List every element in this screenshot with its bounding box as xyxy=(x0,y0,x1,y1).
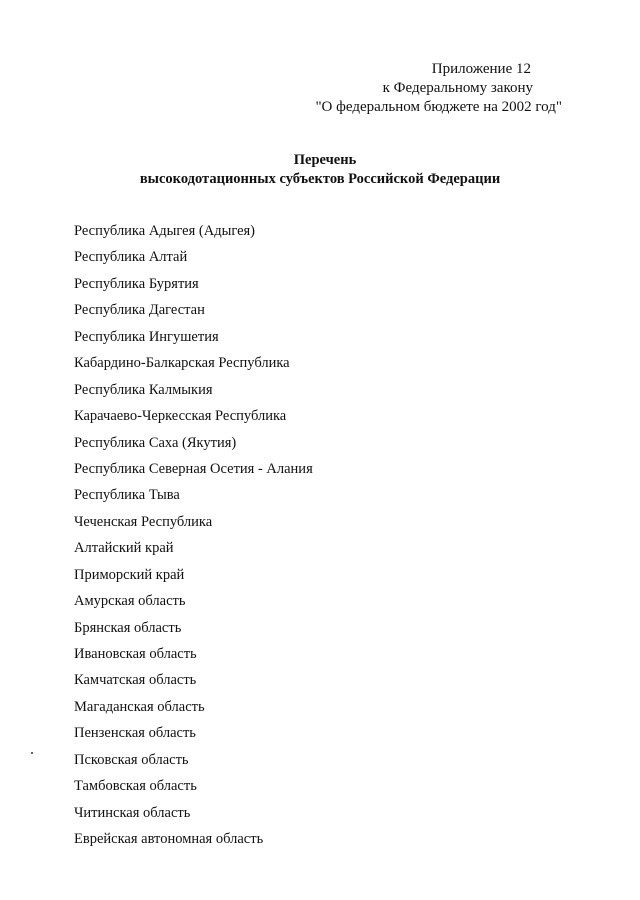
list-item: Республика Бурятия xyxy=(74,275,199,292)
list-item: Чеченская Республика xyxy=(74,513,213,530)
list-item: Республика Тыва xyxy=(74,487,180,504)
list-item: Приморский край xyxy=(74,566,185,583)
list-item: Республика Дагестан xyxy=(74,302,205,319)
list-item: Алтайский край xyxy=(74,540,174,557)
list-item: Республика Алтай xyxy=(74,249,188,266)
appendix-header xyxy=(315,60,562,117)
appendix-law-reference: к Федеральному закону xyxy=(382,80,533,96)
list-item: Амурская область xyxy=(74,593,186,610)
list-item: Еврейская автономная область xyxy=(74,831,264,848)
appendix-law-title: "О федеральном бюджете на 2002 год" xyxy=(315,99,562,115)
list-item: Республика Калмыкия xyxy=(74,381,213,398)
list-item: Тамбовская область xyxy=(74,778,197,795)
list-item: Республика Ингушетия xyxy=(74,328,219,345)
list-item: Брянская область xyxy=(74,619,182,636)
list-item: Республика Саха (Якутия) xyxy=(74,434,237,451)
list-item: Псковская область xyxy=(74,751,189,768)
list-item: Ивановская область xyxy=(74,646,197,662)
list-item: Республика Северная Осетия - Алания xyxy=(74,460,313,477)
document-title xyxy=(0,151,640,189)
list-item: Камчатская область xyxy=(74,672,197,689)
title-heading: Перечень xyxy=(293,152,357,168)
list-item: Пензенская область xyxy=(74,725,196,742)
list-item: Карачаево-Черкесская Республика xyxy=(74,408,287,425)
regions-list xyxy=(74,222,313,857)
list-item: Кабардино-Балкарская Республика xyxy=(74,355,290,372)
scan-speck xyxy=(31,752,33,754)
title-subheading: высокодотационных субъектов Российской Федерации xyxy=(139,171,501,187)
list-item: Республика Адыгея (Адыгея) xyxy=(74,223,256,239)
list-item: Магаданская область xyxy=(74,698,205,715)
appendix-number: Приложение 12 xyxy=(431,61,531,77)
list-item: Читинская область xyxy=(74,804,191,821)
